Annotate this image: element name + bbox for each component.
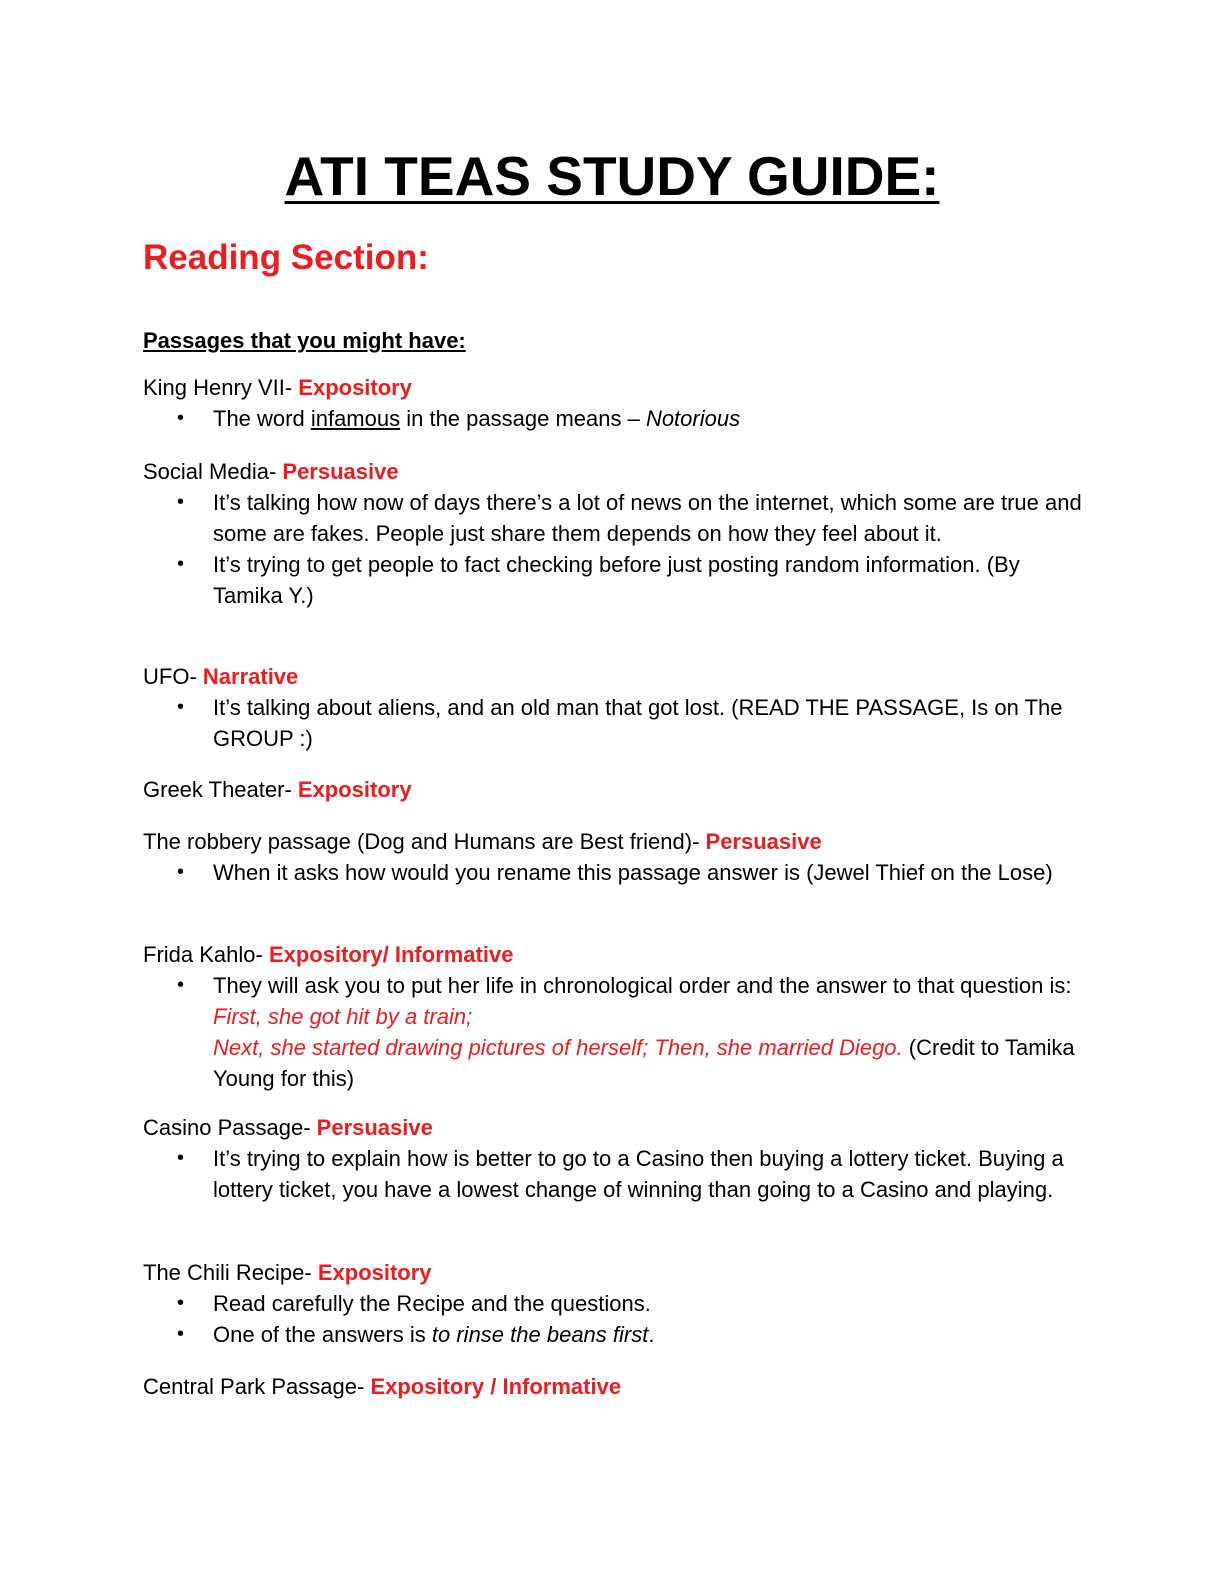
passage-notes [143, 857, 1083, 888]
passage-name: The Chili Recipe- [143, 1260, 318, 1285]
section-title: Reading Section: [143, 238, 429, 277]
passage-name: UFO- [143, 664, 203, 689]
passage-king-henry [143, 372, 1083, 434]
passage-name: Social Media- [143, 459, 283, 484]
passage-chili-recipe [143, 1257, 1083, 1350]
passage-name: Casino Passage- [143, 1115, 317, 1140]
passage-notes [143, 970, 1083, 1094]
passage-notes [143, 1143, 1083, 1205]
passage-name: Frida Kahlo- [143, 942, 269, 967]
list-item: • One of the answers is to rinse the beans first. [143, 1319, 1083, 1350]
passage-name: Greek Theater- [143, 777, 298, 802]
passage-central-park [143, 1371, 1083, 1402]
passage-genre: Expository [298, 375, 412, 400]
answer-text: First, she got hit by a train; [213, 1004, 473, 1029]
page-title: ATI TEAS STUDY GUIDE: [284, 145, 940, 207]
passage-genre: Expository [317, 1260, 432, 1285]
answer-text: Notorious [645, 406, 741, 431]
passage-robbery [143, 826, 1083, 888]
passage-ufo [143, 661, 1083, 754]
list-item: • It’s talking about aliens, and an old man that got lost. (READ THE PASSAGE, Is on The GROUP :) [143, 692, 1083, 754]
passage-casino [143, 1112, 1083, 1205]
passage-notes [143, 403, 1083, 434]
passage-genre: Persuasive [705, 829, 822, 854]
passage-notes [143, 692, 1083, 754]
list-item: • When it asks how would you rename this passage answer is (Jewel Thief on the Lose) [143, 857, 1083, 888]
passage-genre: Expository / Informative [370, 1374, 622, 1399]
list-item: • It’s talking how now of days there’s a lot of news on the internet, which some are true and some are fakes. People just share them depends on how they feel about it. [143, 487, 1083, 549]
passage-genre: Persuasive [316, 1115, 433, 1140]
passage-notes [143, 1288, 1083, 1350]
passage-genre: Narrative [202, 664, 299, 689]
list-item: • They will ask you to put her life in chronological order and the answer to that question is: First, she got hit by a train; Next, she started drawing pictures of herself; Then, she married Diego. (Credit to Tamika Young for this) [143, 970, 1083, 1094]
answer-text: to rinse the beans first [431, 1322, 649, 1347]
passage-notes [143, 487, 1083, 611]
passage-genre: Expository/ Informative [268, 942, 514, 967]
passage-greek-theater [143, 774, 1083, 805]
list-item: • The word infamous in the passage means – Notorious [143, 403, 1083, 434]
passage-name: The robbery passage (Dog and Humans are Best friend)- [143, 829, 706, 854]
passages-subheading: Passages that you might have: [143, 328, 466, 353]
passage-social-media [143, 456, 1083, 611]
underlined-word: infamous [310, 406, 401, 431]
passage-genre: Persuasive [282, 459, 399, 484]
list-item: • Read carefully the Recipe and the questions. [143, 1288, 1083, 1319]
passage-genre: Expository [297, 777, 412, 802]
list-item: • It’s trying to explain how is better to go to a Casino then buying a lottery ticket. Buying a lottery ticket, you have a lowest change of winning than going to a Casino and playing. [143, 1143, 1083, 1205]
passage-name: Central Park Passage- [143, 1374, 371, 1399]
answer-text: Next, she started drawing pictures of herself; Then, she married Diego. [213, 1035, 903, 1060]
passage-name: King Henry VII- [143, 375, 299, 400]
passage-frida-kahlo [143, 939, 1083, 1094]
list-item: • It’s trying to get people to fact checking before just posting random information. (By Tamika Y.) [143, 549, 1083, 611]
